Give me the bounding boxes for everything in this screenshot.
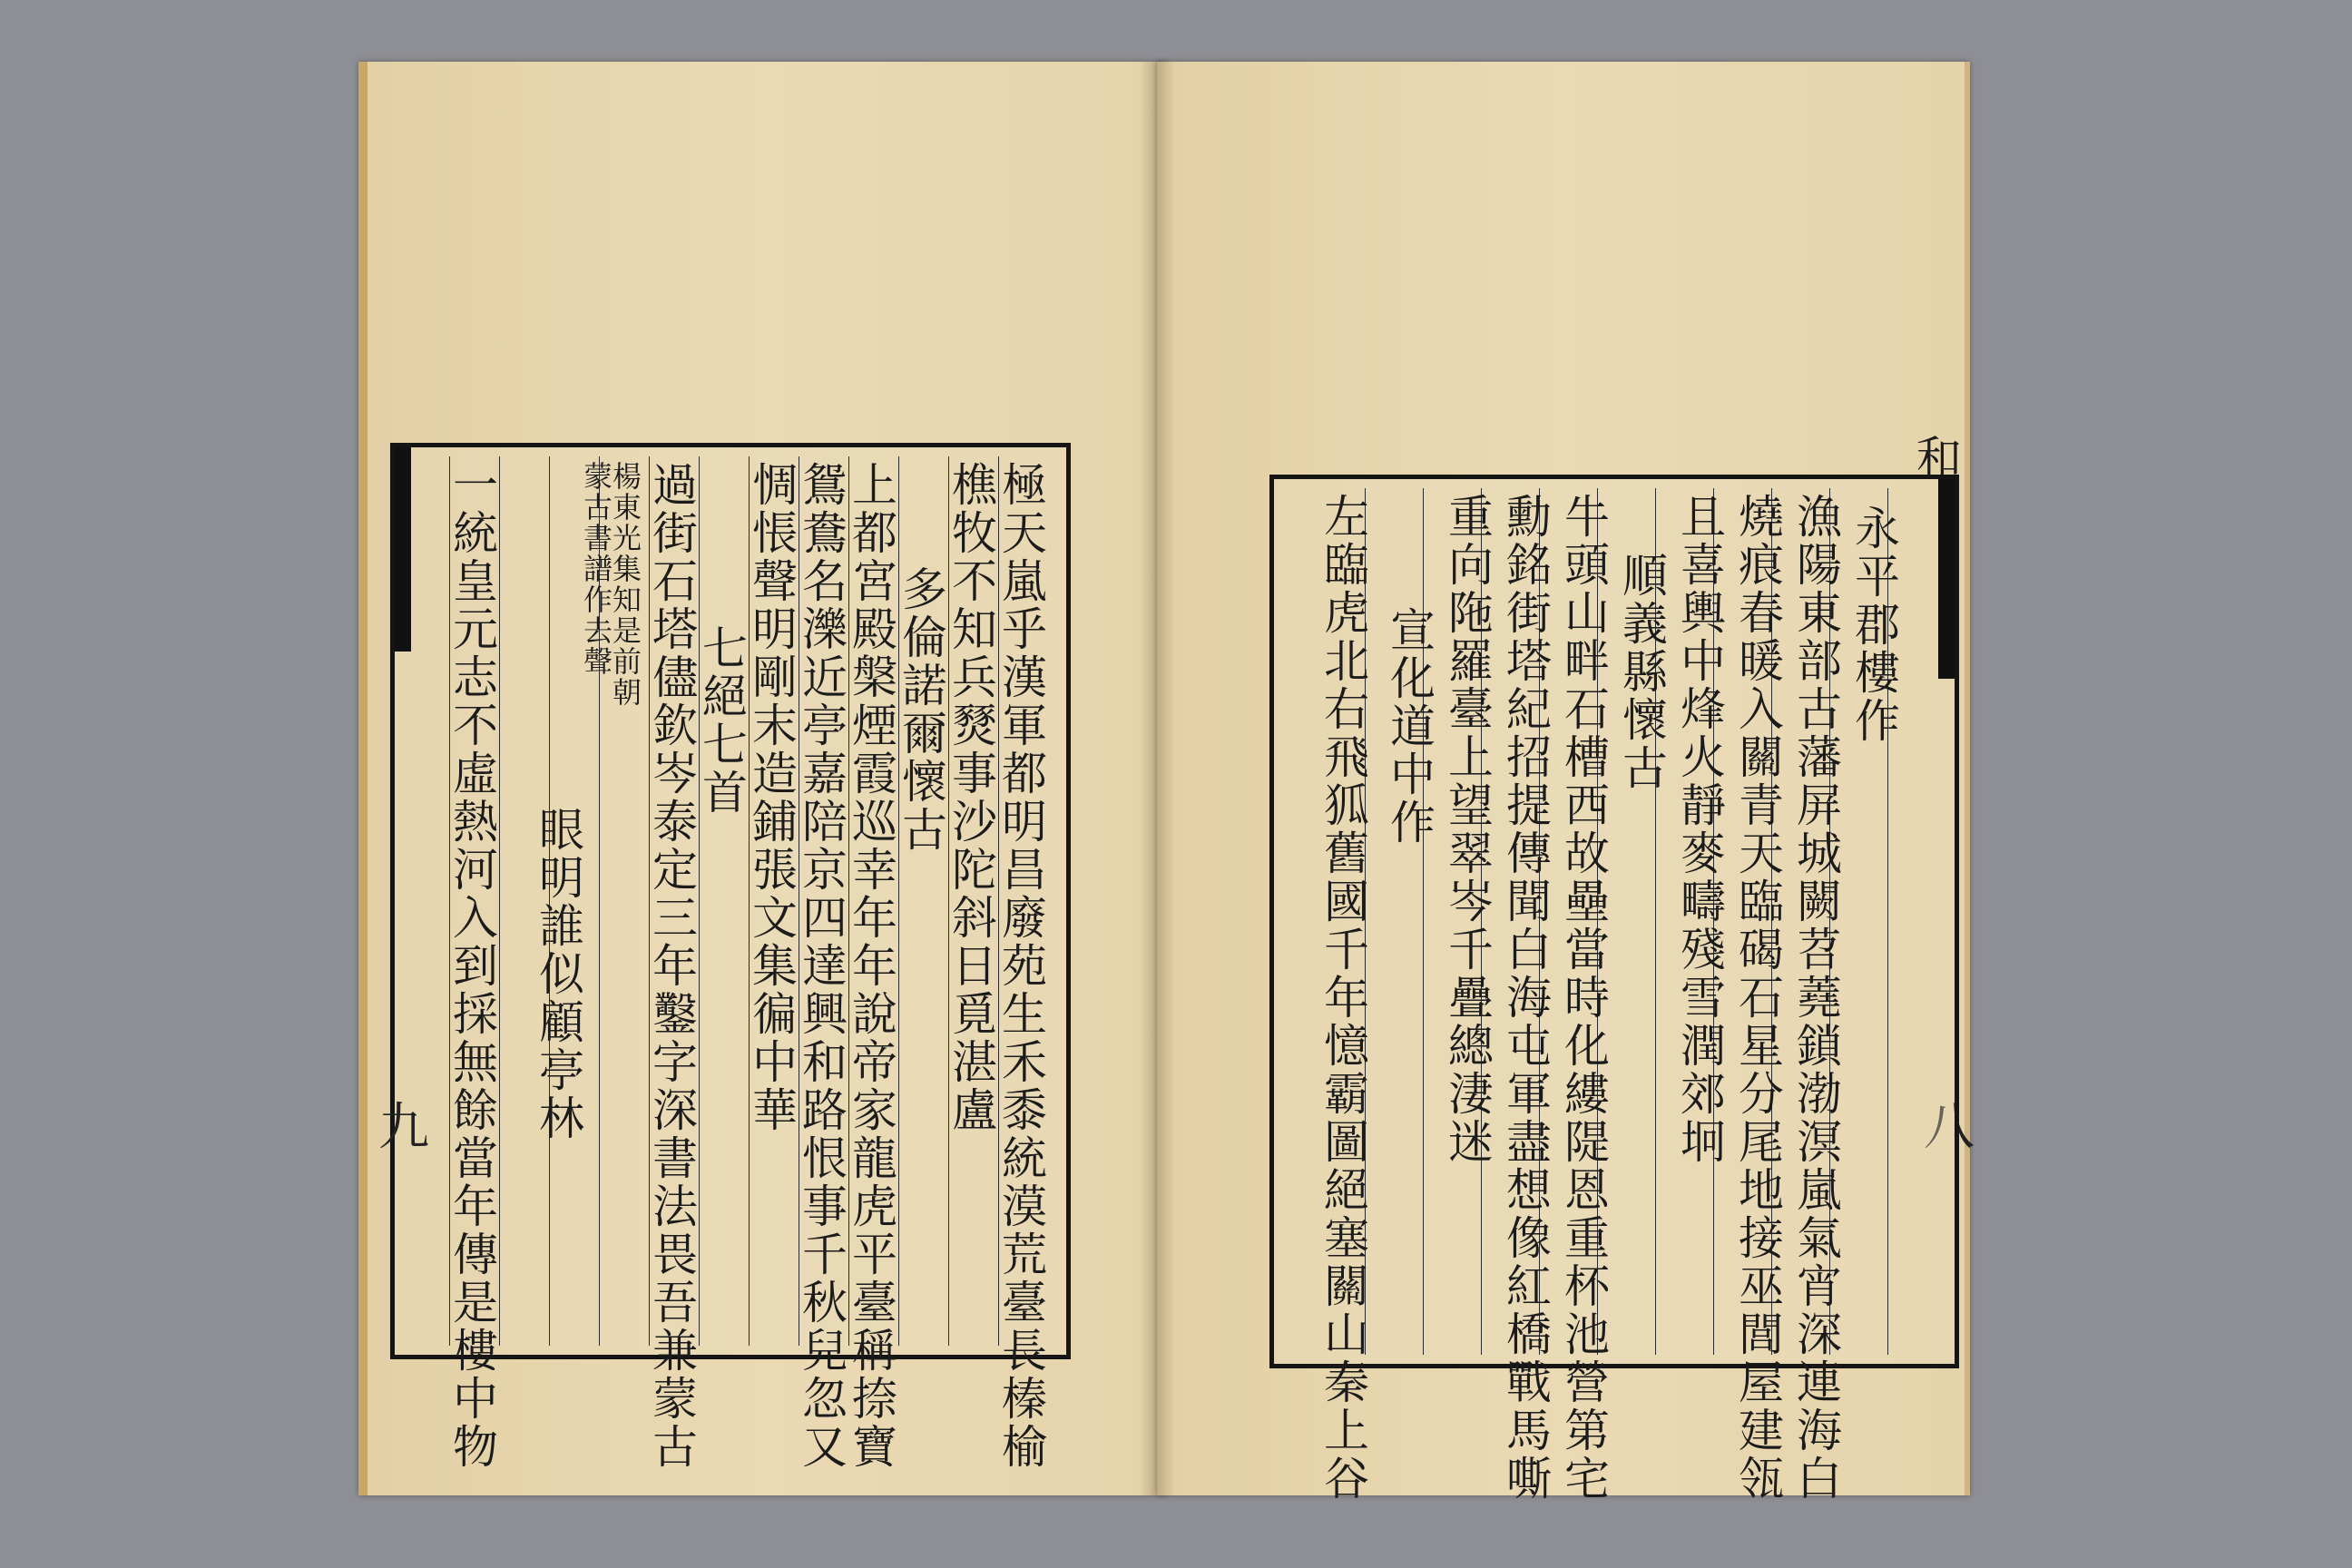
text-column: 鴛鴦名濼近亭嘉陪京四達興和路恨事千秋兒忽又 <box>795 461 848 1471</box>
text-column: 過街石塔儘欽岑泰定三年鑿字深書法畏吾兼蒙古 <box>645 461 698 1471</box>
page-number: 九 <box>378 1098 429 1157</box>
annotation-column: 楊東光集知是前朝 <box>608 461 642 708</box>
poem-title: 順義縣懷古 <box>1615 552 1668 792</box>
text-column: 牛頭山畔石槽西故壘當時化縷隄恩重杯池營第宅 <box>1557 493 1610 1503</box>
poem-title: 永平郡樓作 <box>1847 505 1900 745</box>
text-column: 惆悵聲明剛末造鋪張文集徧中華 <box>745 461 798 1134</box>
text-column: 眼明誰似顧亭林 <box>532 806 584 1142</box>
text-column: 樵牧不知兵燹事沙陀斜日覓湛盧 <box>945 461 997 1134</box>
text-column: 一統皇元志不虛熱河入到採無餘當年傳是樓中物 <box>446 461 498 1471</box>
text-column: 極天嵐乎漢軍都明昌廢苑生禾黍統漠荒臺長榛榆 <box>995 461 1047 1471</box>
left-page <box>358 62 1166 1495</box>
poem-title: 宣化道中作 <box>1383 606 1436 847</box>
fish-tail-mark <box>395 447 411 652</box>
text-column: 左臨虎北右飛狐舊國千年憶霸圖絕塞關山秦上谷 <box>1317 493 1369 1503</box>
margin-char: 和 <box>1909 434 1962 482</box>
text-column: 勳銘街塔紀招提傳聞白海屯軍盡想像紅橋戰馬嘶 <box>1499 493 1552 1503</box>
fish-tail-mark <box>1938 479 1955 679</box>
text-column: 重向陁羅臺上望翠岑千疊總淒迷 <box>1441 493 1494 1166</box>
text-column: 燒痕春暖入關青天臨碣石星分尾地接巫閭屋建瓴 <box>1731 493 1784 1503</box>
open-book <box>358 62 1975 1503</box>
text-column: 且喜輿中烽火靜麥疇殘雪潤郊坰 <box>1673 493 1726 1166</box>
text-column: 漁陽東部古藩屏城闕苕蕘鎖渤溟嵐氣宵深連海白 <box>1789 493 1842 1503</box>
book-gutter <box>1139 62 1175 1495</box>
text-column: 上都宮殿槃煙霞巡幸年年說帝家龍虎平臺稱捺寶 <box>845 461 897 1471</box>
page-number: 八 <box>1924 1098 1975 1157</box>
annotation-column: 蒙古書譜作去聲 <box>579 461 613 677</box>
poem-title: 七絕七首 <box>695 624 748 817</box>
poem-title: 多倫諾爾懷古 <box>895 565 947 854</box>
